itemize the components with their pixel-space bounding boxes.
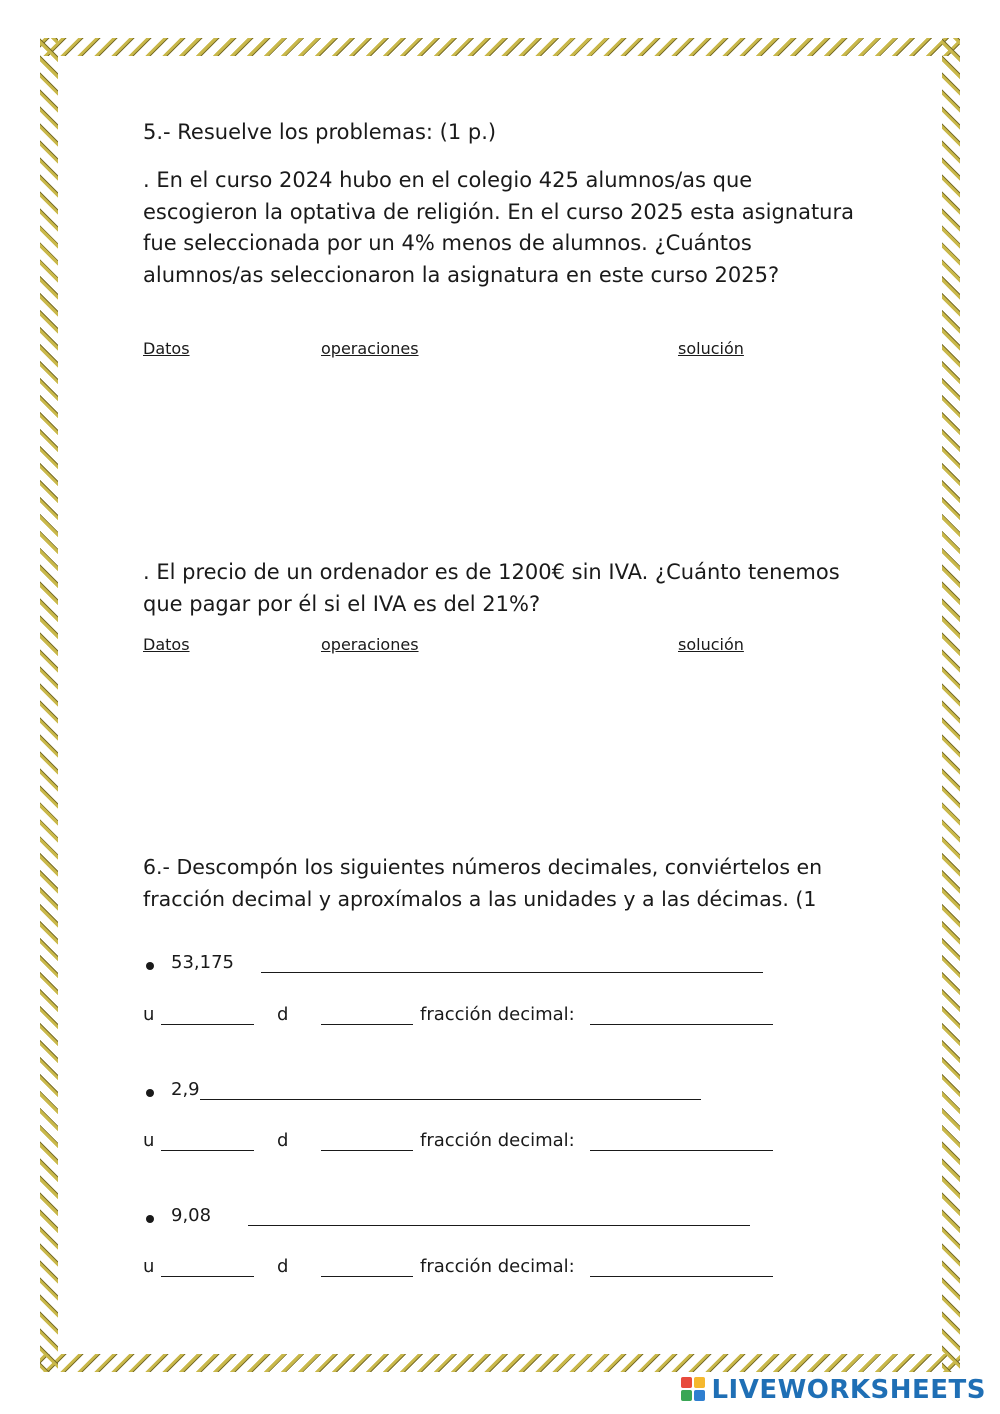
units-answer-line-1[interactable] [161,1024,254,1025]
decimal-number-2: 2,9 [171,1079,200,1100]
bullet-icon [146,1215,154,1223]
tenths-label-2: d [277,1130,289,1151]
bullet-icon [146,962,154,970]
problem1-solucion-label: solución [678,339,744,358]
pencil-border-bottom [40,1354,960,1372]
decimal-number-3: 9,08 [171,1205,212,1226]
decomposition-line-2[interactable] [200,1099,701,1100]
units-label-2: u [143,1130,155,1151]
problem2-datos-label: Datos [143,635,190,654]
decimal-number-1: 53,175 [171,952,234,973]
problem1-operaciones-label: operaciones [321,339,419,358]
fraction-answer-line-2[interactable] [590,1150,773,1151]
bullet-icon [146,1089,154,1097]
pencil-border-top [40,38,960,56]
logo-square-red [681,1377,692,1388]
fraction-label-2: fracción decimal: [420,1130,575,1151]
section6-heading: 6.- Descompón los siguientes números decimales, conviértelos en fracción decimal y aproxímalos a las unidades y a las décimas. (1 [143,855,823,911]
units-answer-line-2[interactable] [161,1150,254,1151]
tenths-label-3: d [277,1256,289,1277]
units-label-3: u [143,1256,155,1277]
fraction-answer-line-1[interactable] [590,1024,773,1025]
problem2-solucion-label: solución [678,635,744,654]
liveworksheets-logo-text: LIVEWORKSHEETS [711,1375,986,1405]
section5-heading: 5.- Resuelve los problemas: (1 p.) [143,120,497,144]
fraction-answer-line-3[interactable] [590,1276,773,1277]
decomposition-line-3[interactable] [248,1225,750,1226]
tenths-answer-line-2[interactable] [321,1150,413,1151]
logo-square-blue [694,1390,705,1401]
problem1-text: . En el curso 2024 hubo en el colegio 425 alumnos/as que escogieron la optativa de religión. En el curso 2025 esta asignatura fue seleccionada por un 4% menos de alumnos. ¿Cuántos alumnos/as seleccionaron la asignatura en este curso 2025? [143,168,854,287]
tenths-label-1: d [277,1004,289,1025]
decomposition-line-1[interactable] [261,972,763,973]
units-answer-line-3[interactable] [161,1276,254,1277]
fraction-label-3: fracción decimal: [420,1256,575,1277]
problem1-datos-label: Datos [143,339,190,358]
units-label-1: u [143,1004,155,1025]
logo-square-yellow [694,1377,705,1388]
tenths-answer-line-3[interactable] [321,1276,413,1277]
liveworksheets-logo [681,1374,986,1406]
liveworksheets-logo-icon [681,1377,707,1403]
tenths-answer-line-1[interactable] [321,1024,413,1025]
logo-square-green [681,1390,692,1401]
problem2-text: . El precio de un ordenador es de 1200€ sin IVA. ¿Cuánto tenemos que pagar por él si el IVA es del 21%? [143,560,840,616]
problem2-operaciones-label: operaciones [321,635,419,654]
pencil-border-right [942,38,960,1372]
pencil-border-left [40,38,58,1372]
fraction-label-1: fracción decimal: [420,1004,575,1025]
